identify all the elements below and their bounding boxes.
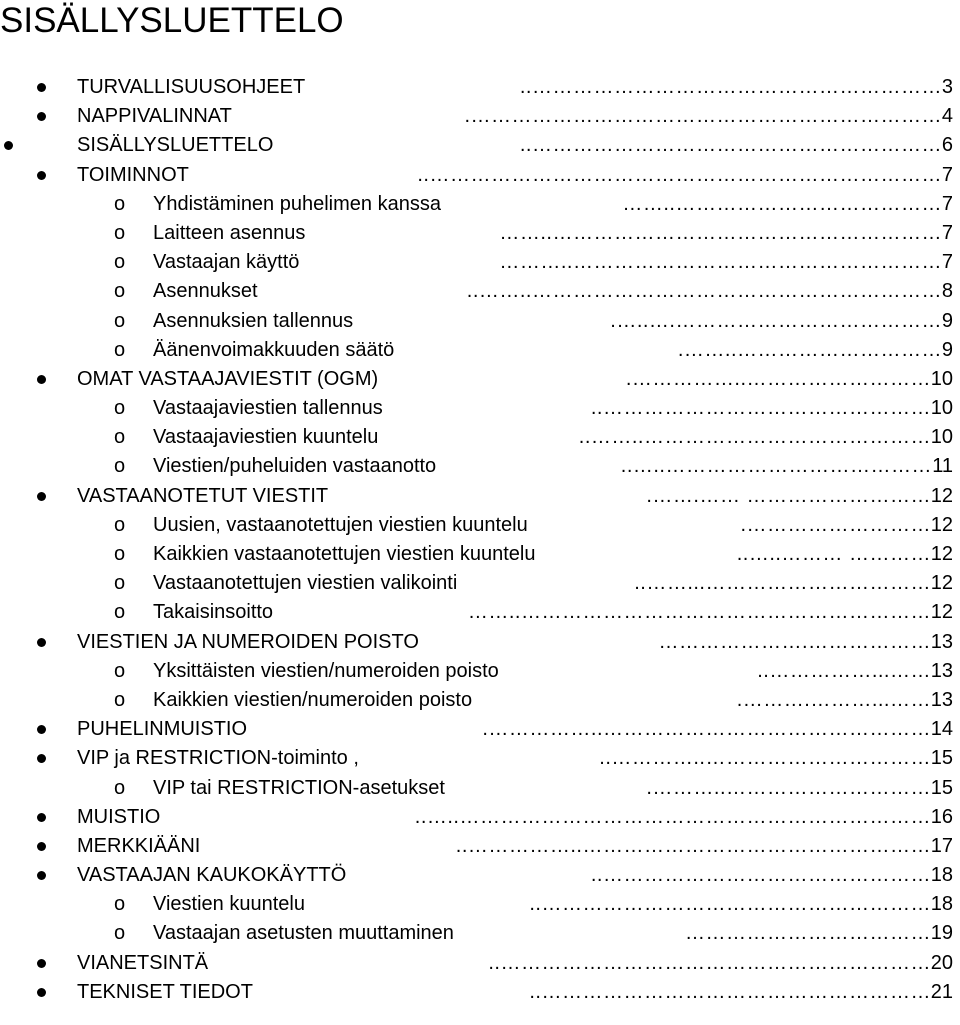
toc-page-number: 17 [930, 834, 953, 857]
toc-entry-label: Vastaanotettujen viestien valikointi [153, 572, 458, 595]
toc-entry-label: MERKKIÄÄNI [77, 834, 201, 857]
toc-entry-label: Kaikkien vastaanotettujen viestien kuuntelu [153, 543, 536, 565]
toc-dot-leader: ……………………………………………..…………….. [455, 834, 931, 857]
toc-entry[interactable] [0, 832, 960, 861]
toc-entry[interactable] [0, 569, 960, 598]
toc-page-number: 9 [941, 309, 953, 332]
bullet-icon [37, 754, 46, 763]
toc-entry[interactable] [0, 540, 960, 569]
toc-entry[interactable] [0, 511, 960, 540]
toc-entry-label: TEKNISET TIEDOT [77, 980, 253, 1003]
toc-entry[interactable] [0, 190, 960, 219]
toc-page-number: 12 [930, 601, 953, 624]
toc-dot-leader: ………………………………………………….. [529, 893, 931, 916]
sub-bullet-icon: o [114, 455, 126, 478]
toc-dot-leader: ………… ………..….. [736, 543, 931, 565]
toc-entry-label: NAPPIVALINNAT [77, 105, 232, 128]
toc-entry[interactable] [0, 978, 960, 1007]
sub-bullet-icon: o [114, 338, 126, 361]
toc-dot-leader: ……………………… …….……. [646, 484, 931, 507]
toc-page-number: 15 [930, 747, 953, 770]
toc-entry-label: SISÄLLYSLUETTELO [77, 134, 274, 157]
bullet-icon [37, 813, 46, 822]
toc-entry-label: Viestien/puheluiden vastaanotto [153, 455, 437, 478]
toc-entry[interactable] [0, 73, 960, 102]
toc-entry-label: Vastaajaviestien kuuntelu [153, 426, 379, 449]
toc-entry[interactable] [0, 715, 960, 744]
sub-bullet-icon: o [114, 688, 126, 711]
bullet-icon [37, 171, 46, 180]
toc-entry-label: VIP ja RESTRICTION-toiminto , [77, 747, 359, 770]
sub-bullet-icon: o [114, 221, 126, 244]
toc-entry-label: Viestien kuuntelu [153, 893, 305, 916]
toc-entry[interactable] [0, 336, 960, 365]
toc-entry-label: Asennuksien tallennus [153, 309, 354, 332]
toc-entry-label: Vastaajan asetusten muuttaminen [153, 922, 454, 945]
toc-entry-label: TURVALLISUUSOHJEET [77, 76, 306, 98]
toc-entry-label: Kaikkien viestien/numeroiden poisto [153, 688, 473, 711]
toc-dot-leader: ………………………………………………………………….. [417, 163, 942, 186]
toc-page-number: 10 [930, 367, 953, 390]
toc-page-number: 19 [930, 922, 953, 945]
toc-entry[interactable] [0, 219, 960, 248]
toc-dot-leader: ……...…………….. [757, 659, 931, 682]
bullet-icon [37, 988, 46, 997]
toc-entry-label: Yhdistäminen puhelimen kanssa [153, 192, 441, 215]
toc-dot-leader: …………………………………..…… [622, 192, 942, 215]
toc-page-number: 7 [941, 192, 953, 215]
toc-entry[interactable] [0, 307, 960, 336]
toc-entry-label: OMAT VASTAAJAVIESTIT (OGM) [77, 367, 379, 390]
toc-page-number: 12 [930, 513, 953, 536]
toc-dot-leader: ……………………………………………………………..….. [414, 805, 931, 828]
toc-entry-label: Vastaajaviestien tallennus [153, 397, 383, 420]
toc-dot-leader: ……………………………..………….. [599, 747, 931, 770]
toc-entry[interactable] [0, 131, 960, 160]
toc-page-number: 18 [930, 864, 953, 887]
toc-entry-label: MUISTIO [77, 805, 161, 828]
toc-entry[interactable] [0, 686, 960, 715]
toc-page-number: 10 [930, 426, 953, 449]
toc-dot-leader: ………………………………………………..……… [499, 251, 942, 274]
toc-page-number: 4 [941, 105, 953, 128]
toc-entry[interactable] [0, 598, 960, 627]
toc-dot-leader: …………………………………………..……………. [482, 718, 931, 741]
bullet-icon [37, 959, 46, 968]
toc-entry-label: Laitteen asennus [153, 221, 306, 244]
toc-dot-leader: ……………………………...…….. [634, 572, 931, 595]
page-title: SISÄLLYSLUETTELO [0, 1, 344, 40]
bullet-icon [37, 375, 46, 384]
toc-entry[interactable] [0, 394, 960, 423]
sub-bullet-icon: o [114, 893, 126, 916]
sub-bullet-icon: o [114, 543, 126, 565]
toc-entry[interactable] [0, 628, 960, 657]
toc-dot-leader: …………………………………………………….. [519, 134, 942, 157]
toc-dot-leader: ……………………………………………………..…… [467, 601, 931, 624]
toc-dot-leader: ………………………………….…..…. [610, 309, 942, 332]
toc-dot-leader: ……………….………………… [658, 630, 931, 653]
toc-dot-leader: ………………………..……………. [625, 367, 931, 390]
toc-entry[interactable] [0, 248, 960, 277]
toc-page-number: 21 [930, 980, 953, 1003]
toc-entry[interactable] [0, 919, 960, 948]
toc-entry[interactable] [0, 861, 960, 890]
toc-page-number: 13 [930, 630, 953, 653]
toc-entry[interactable] [0, 423, 960, 452]
sub-bullet-icon: o [114, 426, 126, 449]
toc-entry-label: VIESTIEN JA NUMEROIDEN POISTO [77, 630, 419, 653]
toc-dot-leader: ………………………. [740, 513, 931, 536]
toc-dot-leader: ……………………………………………………………. [464, 105, 942, 128]
toc-entry[interactable] [0, 890, 960, 919]
bullet-icon [37, 83, 46, 92]
toc-page-number: 11 [932, 455, 953, 478]
toc-page-number: 10 [930, 397, 953, 420]
sub-bullet-icon: o [114, 309, 126, 332]
sub-bullet-icon: o [114, 280, 126, 303]
toc-dot-leader: ……...……….………. [736, 688, 931, 711]
sub-bullet-icon: o [114, 251, 126, 274]
sub-bullet-icon: o [114, 192, 126, 215]
toc-entry[interactable] [0, 744, 960, 773]
toc-entry-label: Vastaajan käyttö [153, 251, 300, 274]
toc-page-number: 16 [930, 805, 953, 828]
table-of-contents [0, 73, 960, 1007]
toc-page-number: 18 [930, 893, 953, 916]
toc-dot-leader: ……………………………………………………….. [488, 951, 931, 974]
toc-dot-leader: ………………………………………….. [590, 397, 931, 420]
toc-page-number: 12 [930, 572, 953, 595]
bullet-icon [37, 638, 46, 647]
toc-entry[interactable] [0, 277, 960, 306]
toc-page-number: 7 [941, 251, 953, 274]
sub-bullet-icon: o [114, 572, 126, 595]
sub-bullet-icon: o [114, 922, 126, 945]
toc-entry[interactable] [0, 949, 960, 978]
toc-entry-label: Uusien, vastaanotettujen viestien kuuntelu [153, 513, 528, 536]
toc-entry-label: TOIMINNOT [77, 163, 189, 186]
toc-entry[interactable] [0, 161, 960, 190]
sub-bullet-icon: o [114, 601, 126, 624]
toc-entry[interactable] [0, 803, 960, 832]
toc-entry-label: VIP tai RESTRICTION-asetukset [153, 776, 445, 799]
toc-entry[interactable] [0, 102, 960, 131]
toc-dot-leader: ……………………………… [685, 922, 931, 945]
toc-page-number: 12 [930, 543, 953, 565]
toc-page-number: 14 [930, 718, 953, 741]
toc-dot-leader: ……………………………………..…….. [578, 426, 931, 449]
toc-entry-label: VASTAANOTETUT VIESTIT [77, 484, 329, 507]
toc-entry-label: PUHELINMUISTIO [77, 718, 248, 741]
bullet-icon [37, 112, 46, 121]
bullet-icon [4, 141, 13, 150]
toc-page-number: 12 [930, 484, 953, 507]
toc-page-number: 8 [941, 280, 953, 303]
toc-entry[interactable] [0, 365, 960, 394]
toc-entry-label: VASTAAJAN KAUKOKÄYTTÖ [77, 864, 347, 887]
toc-dot-leader: …………………………..………. [646, 776, 931, 799]
toc-dot-leader: …………………………………………………….. [519, 76, 942, 98]
sub-bullet-icon: o [114, 513, 126, 536]
toc-page-number: 9 [941, 338, 953, 361]
toc-entry-label: VIANETSINTÄ [77, 951, 209, 974]
toc-dot-leader: ………………………………………………….. [529, 980, 931, 1003]
toc-dot-leader: …………………………..……. [677, 338, 942, 361]
toc-entry[interactable] [0, 452, 960, 481]
toc-entry-label: Takaisinsoitto [153, 601, 274, 624]
toc-entry-label: Äänenvoimakkuuden säätö [153, 338, 395, 361]
sub-bullet-icon: o [114, 397, 126, 420]
bullet-icon [37, 842, 46, 851]
toc-page-number: 7 [941, 163, 953, 186]
toc-page-number: 7 [941, 221, 953, 244]
bullet-icon [37, 492, 46, 501]
bullet-icon [37, 725, 46, 734]
toc-entry-label: Yksittäisten viestien/numeroiden poisto [153, 659, 499, 682]
sub-bullet-icon: o [114, 659, 126, 682]
sub-bullet-icon: o [114, 776, 126, 799]
bullet-icon [37, 871, 46, 880]
toc-page-number: 3 [941, 76, 953, 98]
toc-page-number: 13 [930, 688, 953, 711]
toc-dot-leader: ……………………………………………………..…….. [466, 280, 942, 303]
toc-page-number: 6 [941, 134, 953, 157]
toc-dot-leader: ………………………………………….. [590, 864, 931, 887]
toc-entry-label: Asennukset [153, 280, 258, 303]
toc-dot-leader: …………………………………..….. [620, 455, 932, 478]
toc-page-number: 13 [930, 659, 953, 682]
toc-page-number: 20 [930, 951, 953, 974]
toc-entry[interactable] [0, 774, 960, 803]
toc-dot-leader: …………………………………………………..…… [499, 221, 942, 244]
toc-entry[interactable] [0, 657, 960, 686]
toc-entry[interactable] [0, 482, 960, 511]
toc-page-number: 15 [930, 776, 953, 799]
